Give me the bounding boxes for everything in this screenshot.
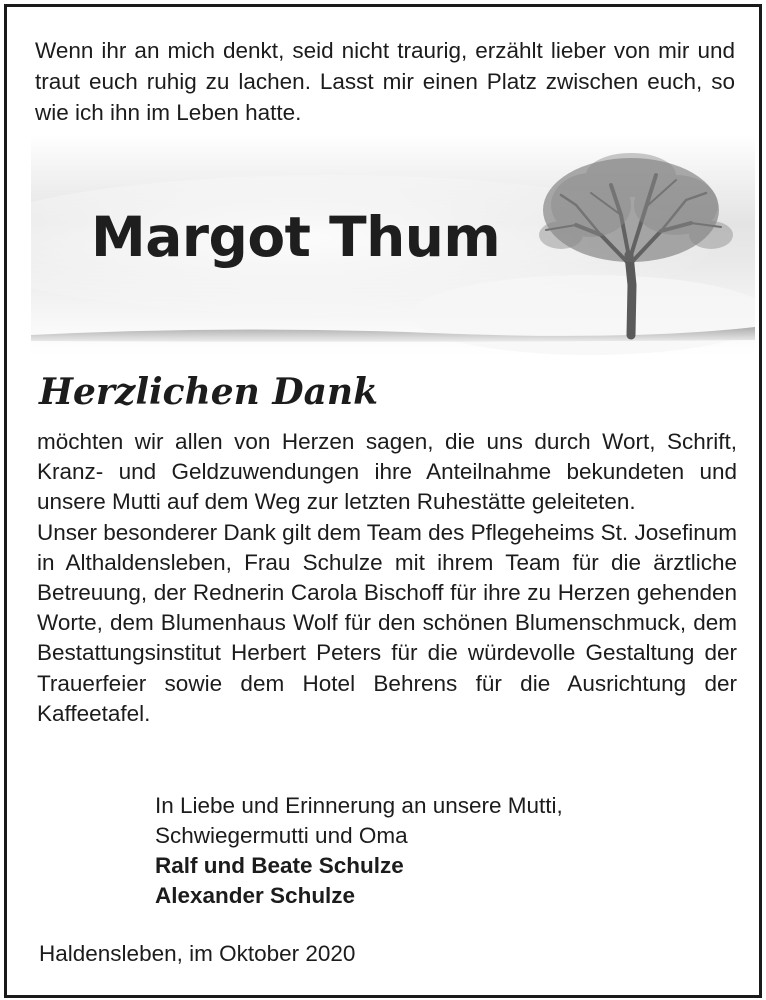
- thanks-heading: Herzlichen Dank: [39, 371, 379, 413]
- obituary-notice: [4, 4, 762, 998]
- thanks-text: [37, 427, 737, 729]
- banner: [31, 135, 755, 355]
- deceased-name: Margot Thum: [91, 205, 501, 269]
- signature-line: In Liebe und Erinnerung an unsere Mutti,: [155, 793, 563, 818]
- intro-poem: Wenn ihr an mich denkt, seid nicht traurig, erzählt lieber von mir und traut euch ruhig zu lachen. Lasst mir einen Platz zwischen euch, so wie ich ihn im Leben hatte.: [35, 38, 735, 125]
- signature-name: Alexander Schulze: [155, 883, 356, 908]
- signature-name: Ralf und Beate Schulze: [155, 853, 404, 878]
- thanks-paragraph: möchten wir allen von Herzen sagen, die uns durch Wort, Schrift, Kranz- und Geldzuwendungen ihre Anteilnahme bekundeten und unsere Mutti auf dem Weg zur letzten Ruhestätte geleiteten.: [37, 429, 737, 515]
- signature-block: [155, 791, 715, 911]
- signature-line: Schwiegermutti und Oma: [155, 823, 408, 848]
- thanks-paragraph: Unser besonderer Dank gilt dem Team des Pflegeheims St. Josefinum in Althaldensleben, Frau Schulze mit ihrem Team für die ärztliche Betreuung, der Rednerin Carola Bischoff für ihre zu Herzen gehenden Worte, dem Blumenhaus Wolf für den schönen Blumenschmuck, dem Bestattungsinstitut Herbert Peters für die würdevolle Gestaltung der Trauerfeier sowie dem Hotel Behrens für die Ausrichtung der Kaffeetafel.: [37, 519, 737, 726]
- place-date: Haldensleben, im Oktober 2020: [39, 941, 356, 966]
